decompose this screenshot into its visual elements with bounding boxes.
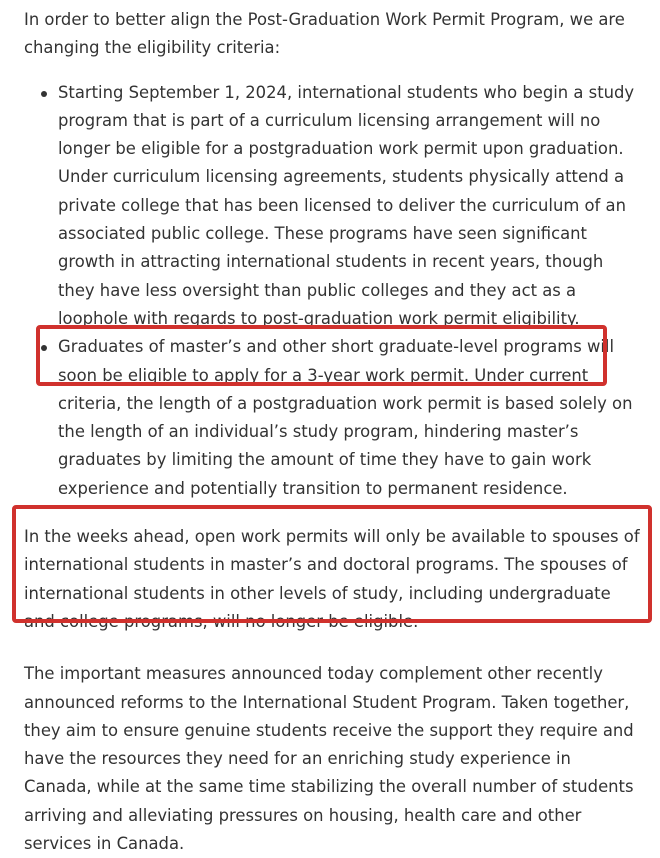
- list-item: [24, 333, 640, 503]
- bullet-icon: [41, 345, 47, 351]
- bullet-icon: [41, 91, 47, 97]
- list-item: [24, 79, 640, 334]
- eligibility-criteria-list: [24, 79, 640, 503]
- article-body: [24, 6, 640, 858]
- closing-paragraph: The important measures announced today complement other recently announced reforms to the International Student Program. Taken together, they aim to ensure genuine students receive the support they require and have the resources they need for an enriching study experience in Canada, while at the same time stabilizing the overall number of students arriving and alleviating pressures on housing, health care and other services in Canada.: [24, 664, 634, 854]
- spouses-paragraph: In the weeks ahead, open work permits will only be available to spouses of international students in master’s and doctoral programs. The spouses of international students in other levels of study, including undergraduate and college programs, will no longer be eligible.: [24, 527, 640, 631]
- intro-paragraph: In order to better align the Post-Graduation Work Permit Program, we are changing the eligibility criteria:: [24, 10, 625, 58]
- list-item-text: Starting September 1, 2024, international students who begin a study program that is part of a curriculum licensing arrangement will no longer be eligible for a postgraduation work permit upon graduation. Under curriculum licensing agreements, students physically attend a private college that has been licensed to deliver the curriculum of an associated public college. These programs have seen significant growth in attracting international students in recent years, though they have less oversight than public colleges and they act as a loophole with regards to post-graduation work permit eligibility.: [58, 82, 635, 328]
- list-item-text: Graduates of master’s and other short graduate-level programs will soon be eligible to apply for a 3-year work permit. Under current criteria, the length of a postgraduation work permit is based solely on the length of an individual’s study program, hindering master’s graduates by limiting the amount of time they have to gain work experience and potentially transition to permanent residence.: [58, 337, 633, 498]
